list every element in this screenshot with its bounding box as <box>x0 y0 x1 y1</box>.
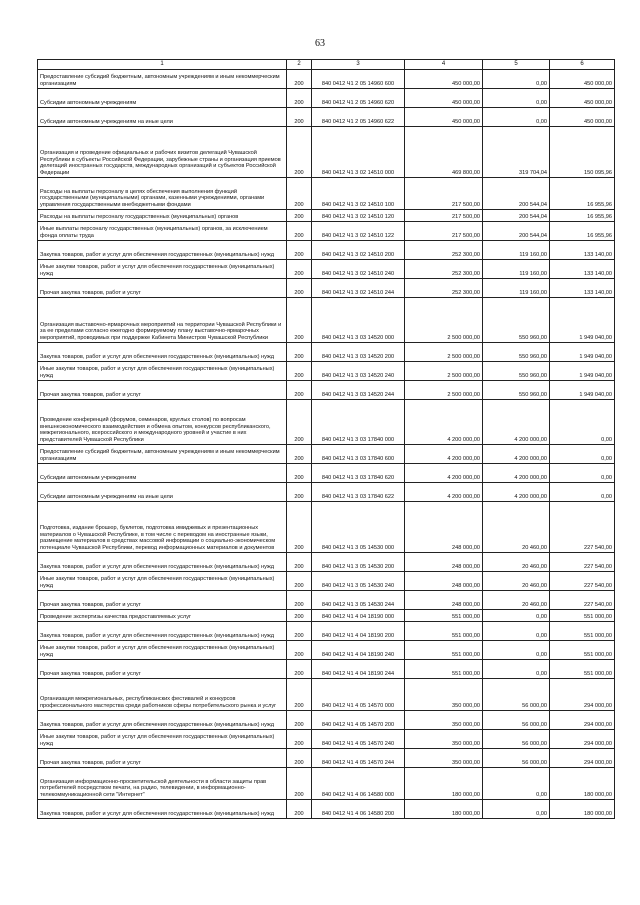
row-description: Организация информационно-просветительской деятельности в области защиты прав потребителей посредством печати, на радио, телевидении, в информационно-телекоммуникационной сети "Интернет" <box>38 768 287 800</box>
row-budget-code: 840 0412 Ч1 4 05 14570 244 <box>312 749 405 768</box>
row-budget-code: 840 0412 Ч1 4 04 18190 240 <box>312 641 405 660</box>
row-unexecuted-amount: 551 000,00 <box>550 610 615 622</box>
row-line-code: 200 <box>287 89 312 108</box>
row-executed-amount: 0,00 <box>483 89 550 108</box>
row-approved-amount: 2 500 000,00 <box>405 362 483 381</box>
row-executed-amount: 200 544,04 <box>483 178 550 210</box>
table-row <box>38 400 615 445</box>
header-col-6: 6 <box>550 60 615 70</box>
row-unexecuted-amount: 1 949 040,00 <box>550 381 615 400</box>
row-approved-amount: 450 000,00 <box>405 89 483 108</box>
row-unexecuted-amount: 450 000,00 <box>550 89 615 108</box>
row-description: Иные закупки товаров, работ и услуг для обеспечения государственных (муниципальных) нужд <box>38 260 287 279</box>
table-row <box>38 800 615 819</box>
table-row <box>38 298 615 343</box>
row-line-code: 200 <box>287 362 312 381</box>
row-executed-amount: 550 960,00 <box>483 298 550 343</box>
header-col-5: 5 <box>483 60 550 70</box>
table-row <box>38 730 615 749</box>
row-description: Закупка товаров, работ и услуг для обеспечения государственных (муниципальных) нужд <box>38 343 287 362</box>
row-budget-code: 840 0412 Ч1 3 02 14510 100 <box>312 178 405 210</box>
row-line-code: 200 <box>287 610 312 622</box>
row-unexecuted-amount: 150 095,96 <box>550 127 615 178</box>
row-line-code: 200 <box>287 127 312 178</box>
row-description: Субсидии автономным учреждениям <box>38 464 287 483</box>
row-approved-amount: 2 500 000,00 <box>405 298 483 343</box>
header-col-2: 2 <box>287 60 312 70</box>
table-row <box>38 241 615 260</box>
row-line-code: 200 <box>287 279 312 298</box>
row-executed-amount: 0,00 <box>483 622 550 641</box>
row-executed-amount: 0,00 <box>483 108 550 127</box>
row-approved-amount: 4 200 000,00 <box>405 483 483 502</box>
row-line-code: 200 <box>287 660 312 679</box>
row-approved-amount: 248 000,00 <box>405 553 483 572</box>
row-approved-amount: 4 200 000,00 <box>405 400 483 445</box>
row-unexecuted-amount: 16 955,96 <box>550 222 615 241</box>
table-row <box>38 89 615 108</box>
row-unexecuted-amount: 1 949 040,00 <box>550 343 615 362</box>
row-budget-code: 840 0412 Ч1 3 02 14510 240 <box>312 260 405 279</box>
row-approved-amount: 350 000,00 <box>405 730 483 749</box>
row-description: Прочая закупка товаров, работ и услуг <box>38 381 287 400</box>
row-description: Прочая закупка товаров, работ и услуг <box>38 660 287 679</box>
row-unexecuted-amount: 294 000,00 <box>550 730 615 749</box>
row-executed-amount: 0,00 <box>483 800 550 819</box>
row-description: Субсидии автономным учреждениям на иные цели <box>38 108 287 127</box>
row-executed-amount: 20 460,00 <box>483 572 550 591</box>
row-unexecuted-amount: 551 000,00 <box>550 641 615 660</box>
row-description: Прочая закупка товаров, работ и услуг <box>38 279 287 298</box>
row-line-code: 200 <box>287 730 312 749</box>
row-description: Иные закупки товаров, работ и услуг для обеспечения государственных (муниципальных) нужд <box>38 730 287 749</box>
row-budget-code: 840 0412 Ч1 4 04 18190 200 <box>312 622 405 641</box>
row-executed-amount: 200 544,04 <box>483 222 550 241</box>
row-line-code: 200 <box>287 381 312 400</box>
row-executed-amount: 0,00 <box>483 660 550 679</box>
row-description: Иные закупки товаров, работ и услуг для обеспечения государственных (муниципальных) нужд <box>38 641 287 660</box>
table-row <box>38 279 615 298</box>
table-row <box>38 381 615 400</box>
row-line-code: 200 <box>287 800 312 819</box>
row-approved-amount: 217 500,00 <box>405 178 483 210</box>
row-description: Подготовка, издание брошюр, буклетов, подготовка имиджевых и презентационных материалов о Чувашской Республике, в том числе с переводом на иностранные языки, размещение материалов в средствах массовой информации о социально-экономическом потенциале Чувашской Республики, перевод информационных материалов и документов <box>38 502 287 553</box>
row-description: Прочая закупка товаров, работ и услуг <box>38 591 287 610</box>
row-executed-amount: 20 460,00 <box>483 591 550 610</box>
row-description: Организация и проведение официальных и рабочих визитов делегаций Чувашской Республики в субъекты Российской Федерации, зарубежные страны и организация приемов делегаций иностранных государств, международных организаций и субъектов Российской Федерации <box>38 127 287 178</box>
row-executed-amount: 0,00 <box>483 610 550 622</box>
row-budget-code: 840 0412 Ч1 3 02 14510 000 <box>312 127 405 178</box>
row-approved-amount: 217 500,00 <box>405 222 483 241</box>
row-executed-amount: 56 000,00 <box>483 749 550 768</box>
row-unexecuted-amount: 180 000,00 <box>550 768 615 800</box>
row-line-code: 200 <box>287 178 312 210</box>
row-executed-amount: 119 160,00 <box>483 241 550 260</box>
table-row <box>38 591 615 610</box>
row-description: Расходы на выплаты персоналу государственных (муниципальных) органов <box>38 210 287 222</box>
row-description: Иные закупки товаров, работ и услуг для обеспечения государственных (муниципальных) нужд <box>38 362 287 381</box>
row-description: Закупка товаров, работ и услуг для обеспечения государственных (муниципальных) нужд <box>38 622 287 641</box>
row-approved-amount: 252 300,00 <box>405 241 483 260</box>
table-row <box>38 641 615 660</box>
table-row <box>38 483 615 502</box>
table-row <box>38 108 615 127</box>
row-executed-amount: 200 544,04 <box>483 210 550 222</box>
row-budget-code: 840 0412 Ч1 2 05 14960 620 <box>312 89 405 108</box>
table-row <box>38 464 615 483</box>
row-approved-amount: 252 300,00 <box>405 279 483 298</box>
row-line-code: 200 <box>287 445 312 464</box>
header-col-3: 3 <box>312 60 405 70</box>
row-executed-amount: 56 000,00 <box>483 730 550 749</box>
row-budget-code: 840 0412 Ч1 4 04 18190 244 <box>312 660 405 679</box>
table-row <box>38 210 615 222</box>
row-unexecuted-amount: 133 140,00 <box>550 279 615 298</box>
budget-table <box>37 59 615 819</box>
row-executed-amount: 4 200 000,00 <box>483 400 550 445</box>
row-description: Организация межрегиональных, республиканских фестивалей и конкурсов профессионального мастерства среди работников сферы потребительского рынка и услуг <box>38 679 287 711</box>
page-number: 63 <box>315 38 325 49</box>
row-approved-amount: 4 200 000,00 <box>405 464 483 483</box>
row-budget-code: 840 0412 Ч1 3 02 14510 120 <box>312 210 405 222</box>
row-unexecuted-amount: 227 540,00 <box>550 591 615 610</box>
row-unexecuted-amount: 450 000,00 <box>550 70 615 89</box>
row-unexecuted-amount: 450 000,00 <box>550 108 615 127</box>
row-line-code: 200 <box>287 622 312 641</box>
table-row <box>38 768 615 800</box>
table-row <box>38 343 615 362</box>
table-row <box>38 502 615 553</box>
row-line-code: 200 <box>287 502 312 553</box>
row-budget-code: 840 0412 Ч1 3 05 14530 200 <box>312 553 405 572</box>
row-line-code: 200 <box>287 711 312 730</box>
row-description: Предоставление субсидий бюджетным, автономным учреждениям и иным некоммерческим организациям <box>38 445 287 464</box>
row-approved-amount: 2 500 000,00 <box>405 343 483 362</box>
row-line-code: 200 <box>287 641 312 660</box>
row-unexecuted-amount: 0,00 <box>550 445 615 464</box>
row-executed-amount: 0,00 <box>483 768 550 800</box>
row-budget-code: 840 0412 Ч1 3 02 14510 200 <box>312 241 405 260</box>
row-line-code: 200 <box>287 222 312 241</box>
row-line-code: 200 <box>287 679 312 711</box>
row-budget-code: 840 0412 Ч1 4 05 14570 240 <box>312 730 405 749</box>
row-description: Организация выставочно-ярмарочных мероприятий на территории Чувашской Республики и за ее пределами согласно ежегодно формируемому плану выставочно-ярмарочных мероприятий, проводимых при поддержке Кабинета Министров Чувашской Республики <box>38 298 287 343</box>
row-description: Предоставление субсидий бюджетным, автономным учреждениям и иным некоммерческим организациям <box>38 70 287 89</box>
row-executed-amount: 550 960,00 <box>483 343 550 362</box>
row-executed-amount: 319 704,04 <box>483 127 550 178</box>
row-budget-code: 840 0412 Ч1 3 03 17840 620 <box>312 464 405 483</box>
row-budget-code: 840 0412 Ч1 3 05 14530 240 <box>312 572 405 591</box>
row-approved-amount: 551 000,00 <box>405 641 483 660</box>
row-unexecuted-amount: 551 000,00 <box>550 660 615 679</box>
row-budget-code: 840 0412 Ч1 4 06 14580 000 <box>312 768 405 800</box>
row-line-code: 200 <box>287 210 312 222</box>
row-budget-code: 840 0412 Ч1 3 03 17840 000 <box>312 400 405 445</box>
row-budget-code: 840 0412 Ч1 3 03 17840 622 <box>312 483 405 502</box>
row-budget-code: 840 0412 Ч1 4 04 18190 000 <box>312 610 405 622</box>
row-line-code: 200 <box>287 260 312 279</box>
table-row <box>38 610 615 622</box>
row-unexecuted-amount: 0,00 <box>550 483 615 502</box>
row-unexecuted-amount: 227 540,00 <box>550 572 615 591</box>
row-description: Прочая закупка товаров, работ и услуг <box>38 749 287 768</box>
row-line-code: 200 <box>287 70 312 89</box>
row-line-code: 200 <box>287 241 312 260</box>
table-row <box>38 622 615 641</box>
row-approved-amount: 469 800,00 <box>405 127 483 178</box>
row-budget-code: 840 0412 Ч1 2 05 14960 600 <box>312 70 405 89</box>
row-unexecuted-amount: 551 000,00 <box>550 622 615 641</box>
row-line-code: 200 <box>287 108 312 127</box>
row-line-code: 200 <box>287 343 312 362</box>
table-row <box>38 445 615 464</box>
row-executed-amount: 4 200 000,00 <box>483 464 550 483</box>
row-budget-code: 840 0412 Ч1 4 05 14570 000 <box>312 679 405 711</box>
row-unexecuted-amount: 180 000,00 <box>550 800 615 819</box>
row-executed-amount: 4 200 000,00 <box>483 445 550 464</box>
row-executed-amount: 20 460,00 <box>483 502 550 553</box>
row-line-code: 200 <box>287 298 312 343</box>
row-description: Закупка товаров, работ и услуг для обеспечения государственных (муниципальных) нужд <box>38 553 287 572</box>
header-col-1: 1 <box>38 60 287 70</box>
row-executed-amount: 56 000,00 <box>483 711 550 730</box>
row-executed-amount: 56 000,00 <box>483 679 550 711</box>
table-row <box>38 553 615 572</box>
row-executed-amount: 0,00 <box>483 70 550 89</box>
row-description: Проведение конференций (форумов, семинаров, круглых столов) по вопросам внешнеэкономического взаимодействия и обмена опытом, конкурсов республиканского, межрегионального, всероссийского и международного уровней и участие в них представителей Чувашской Республики <box>38 400 287 445</box>
row-description: Закупка товаров, работ и услуг для обеспечения государственных (муниципальных) нужд <box>38 241 287 260</box>
row-line-code: 200 <box>287 749 312 768</box>
row-approved-amount: 2 500 000,00 <box>405 381 483 400</box>
row-approved-amount: 248 000,00 <box>405 502 483 553</box>
row-unexecuted-amount: 294 000,00 <box>550 749 615 768</box>
row-budget-code: 840 0412 Ч1 3 02 14510 244 <box>312 279 405 298</box>
row-description: Расходы на выплаты персоналу в целях обеспечения выполнения функций государственными (муниципальными) органами, казенными учреждениями, органами управления государственными внебюджетными фондами <box>38 178 287 210</box>
row-description: Субсидии автономным учреждениям на иные цели <box>38 483 287 502</box>
row-approved-amount: 252 300,00 <box>405 260 483 279</box>
row-budget-code: 840 0412 Ч1 3 03 14520 240 <box>312 362 405 381</box>
row-unexecuted-amount: 16 955,96 <box>550 178 615 210</box>
row-executed-amount: 119 160,00 <box>483 260 550 279</box>
table-row <box>38 362 615 381</box>
table-row <box>38 260 615 279</box>
table-row <box>38 660 615 679</box>
row-unexecuted-amount: 227 540,00 <box>550 553 615 572</box>
row-approved-amount: 248 000,00 <box>405 591 483 610</box>
row-approved-amount: 350 000,00 <box>405 679 483 711</box>
table-row <box>38 222 615 241</box>
row-line-code: 200 <box>287 572 312 591</box>
row-line-code: 200 <box>287 768 312 800</box>
row-budget-code: 840 0412 Ч1 3 05 14530 000 <box>312 502 405 553</box>
row-budget-code: 840 0412 Ч1 3 03 14520 200 <box>312 343 405 362</box>
row-description: Закупка товаров, работ и услуг для обеспечения государственных (муниципальных) нужд <box>38 711 287 730</box>
row-approved-amount: 551 000,00 <box>405 622 483 641</box>
row-unexecuted-amount: 227 540,00 <box>550 502 615 553</box>
row-budget-code: 840 0412 Ч1 3 03 14520 244 <box>312 381 405 400</box>
table-row <box>38 679 615 711</box>
row-executed-amount: 20 460,00 <box>483 553 550 572</box>
row-budget-code: 840 0412 Ч1 3 02 14510 122 <box>312 222 405 241</box>
row-approved-amount: 217 500,00 <box>405 210 483 222</box>
row-budget-code: 840 0412 Ч1 3 03 14520 000 <box>312 298 405 343</box>
row-approved-amount: 450 000,00 <box>405 70 483 89</box>
table-row <box>38 572 615 591</box>
row-description: Субсидии автономным учреждениям <box>38 89 287 108</box>
table-header-row <box>38 60 615 70</box>
row-budget-code: 840 0412 Ч1 3 05 14530 244 <box>312 591 405 610</box>
row-approved-amount: 450 000,00 <box>405 108 483 127</box>
row-line-code: 200 <box>287 553 312 572</box>
row-budget-code: 840 0412 Ч1 4 06 14580 200 <box>312 800 405 819</box>
row-approved-amount: 180 000,00 <box>405 800 483 819</box>
row-description: Закупка товаров, работ и услуг для обеспечения государственных (муниципальных) нужд <box>38 800 287 819</box>
row-unexecuted-amount: 16 955,96 <box>550 210 615 222</box>
row-approved-amount: 350 000,00 <box>405 711 483 730</box>
row-approved-amount: 551 000,00 <box>405 660 483 679</box>
row-budget-code: 840 0412 Ч1 4 05 14570 200 <box>312 711 405 730</box>
row-line-code: 200 <box>287 591 312 610</box>
row-executed-amount: 4 200 000,00 <box>483 483 550 502</box>
row-unexecuted-amount: 1 949 040,00 <box>550 298 615 343</box>
row-unexecuted-amount: 0,00 <box>550 400 615 445</box>
row-description: Проведение экспертизы качества предоставляемых услуг <box>38 610 287 622</box>
row-budget-code: 840 0412 Ч1 2 05 14960 622 <box>312 108 405 127</box>
row-line-code: 200 <box>287 464 312 483</box>
row-approved-amount: 248 000,00 <box>405 572 483 591</box>
row-unexecuted-amount: 0,00 <box>550 464 615 483</box>
row-approved-amount: 350 000,00 <box>405 749 483 768</box>
table-row <box>38 749 615 768</box>
table-row <box>38 178 615 210</box>
row-approved-amount: 4 200 000,00 <box>405 445 483 464</box>
row-unexecuted-amount: 133 140,00 <box>550 260 615 279</box>
row-budget-code: 840 0412 Ч1 3 03 17840 600 <box>312 445 405 464</box>
row-unexecuted-amount: 133 140,00 <box>550 241 615 260</box>
row-line-code: 200 <box>287 400 312 445</box>
table-row <box>38 711 615 730</box>
row-executed-amount: 550 960,00 <box>483 381 550 400</box>
row-executed-amount: 119 160,00 <box>483 279 550 298</box>
row-line-code: 200 <box>287 483 312 502</box>
row-description: Иные выплаты персоналу государственных (муниципальных) органов, за исключением фонда оплаты труда <box>38 222 287 241</box>
header-col-4: 4 <box>405 60 483 70</box>
row-executed-amount: 0,00 <box>483 641 550 660</box>
row-approved-amount: 551 000,00 <box>405 610 483 622</box>
table-row <box>38 127 615 178</box>
row-executed-amount: 550 960,00 <box>483 362 550 381</box>
table-row <box>38 70 615 89</box>
row-approved-amount: 180 000,00 <box>405 768 483 800</box>
row-description: Иные закупки товаров, работ и услуг для обеспечения государственных (муниципальных) нужд <box>38 572 287 591</box>
row-unexecuted-amount: 294 000,00 <box>550 679 615 711</box>
row-unexecuted-amount: 1 949 040,00 <box>550 362 615 381</box>
row-unexecuted-amount: 294 000,00 <box>550 711 615 730</box>
